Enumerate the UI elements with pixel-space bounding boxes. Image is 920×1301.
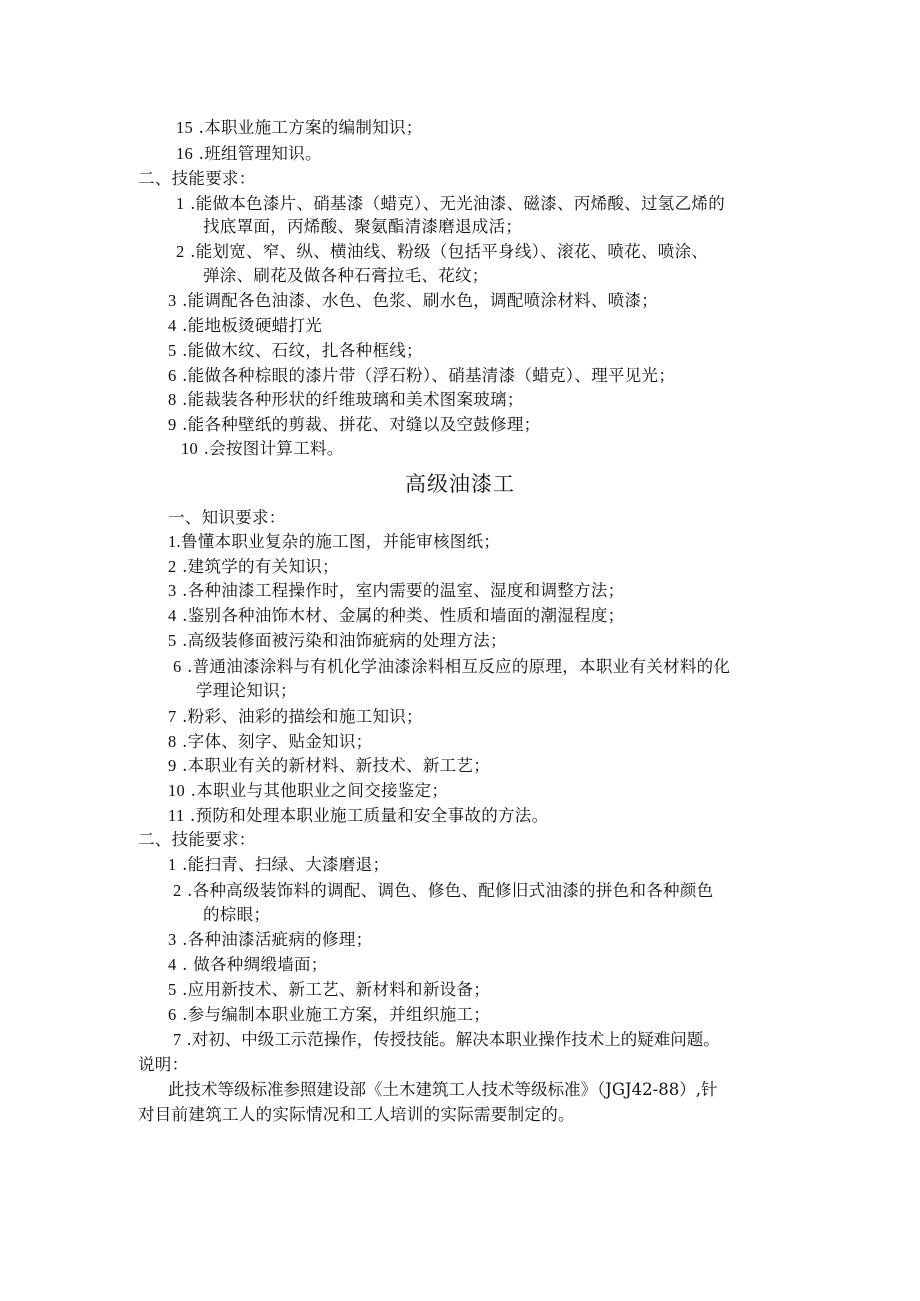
knowledge-item-2: 2 .建筑学的有关知识； — [168, 557, 339, 576]
skill-item-2: 2 .能划宽、窄、纵、横油线、粉级（包括平身线）、滚花、喷花、喷涂、 — [176, 242, 709, 261]
note-heading: 说明： — [138, 1055, 189, 1074]
skill-item-9: 9 .能各种壁纸的剪裁、拼花、对缝以及空鼓修理； — [168, 415, 541, 434]
skill-item-2-cont: 弹涂、刷花及做各种石膏拉毛、花纹； — [203, 266, 489, 285]
skill-item-8: 8 .能裁装各种形状的纤维玻璃和美术图案玻璃； — [168, 390, 524, 409]
knowledge-item-15: 15 .本职业施工方案的编制知识； — [176, 118, 423, 137]
skill-item-3: 3 .能调配各色油漆、水色、色浆、刷水色，调配喷涂材料、喷漆； — [168, 291, 659, 310]
advanced-skill-7: 7 .对初、中级工示范操作，传授技能。解决本职业操作技术上的疑难问题。 — [173, 1030, 720, 1049]
knowledge-item-8: 8 .字体、刻字、贴金知识； — [168, 732, 373, 751]
skills-heading: 二、技能要求： — [138, 169, 256, 188]
knowledge-item-7: 7 .粉彩、油彩的描绘和施工知识； — [168, 707, 423, 726]
advanced-skill-2-cont: 的棕眼； — [203, 905, 271, 924]
skills-heading-2: 二、技能要求： — [138, 830, 256, 849]
skill-item-10: 10 .会按图计算工料。 — [181, 439, 344, 458]
section-title: 高级油漆工 — [405, 472, 515, 496]
note-line-2: 对目前建筑工人的实际情况和工人培训的实际需要制定的。 — [138, 1105, 575, 1124]
knowledge-item-9: 9 .本职业有关的新材料、新技术、新工艺； — [168, 756, 491, 775]
advanced-skill-1: 1 .能扫青、扫绿、大漆磨退； — [168, 855, 390, 874]
skill-item-1-cont: 找底罩面，丙烯酸、聚氨酯清漆磨退成活； — [203, 217, 523, 236]
knowledge-item-3: 3 .各种油漆工程操作时，室内需要的温室、湿度和调整方法； — [168, 581, 625, 600]
note-line-1: 此技术等级标准参照建设部《土木建筑工人技术等级标准》（JGJ42-88）,针 — [168, 1080, 718, 1099]
skill-item-4: 4 .能地板烫硬蜡打光 — [168, 316, 323, 335]
knowledge-item-6: 6 .普通油漆涂料与有机化学油漆涂料相互反应的原理，本职业有关材料的化 — [173, 657, 731, 676]
skill-item-5: 5 .能做木纹、石纹，扎各种框线； — [168, 341, 423, 360]
knowledge-item-11: 11 .预防和处理本职业施工质量和安全事故的方法。 — [168, 806, 549, 825]
skill-item-6: 6 .能做各种棕眼的漆片带（浮石粉）、硝基清漆（蜡克）、理平见光； — [168, 366, 676, 385]
advanced-skill-3: 3 .各种油漆活疵病的修理； — [168, 930, 373, 949]
knowledge-item-1: 1.鲁懂本职业复杂的施工图，并能审核图纸； — [168, 532, 501, 551]
advanced-skill-5: 5 .应用新技术、新工艺、新材料和新设备； — [168, 980, 491, 999]
skill-item-1: 1 .能做本色漆片、硝基漆（蜡克）、无光油漆、磁漆、丙烯酸、过氢乙烯的 — [176, 194, 726, 213]
advanced-skill-4: 4 . 做各种绸缎墙面； — [168, 955, 328, 974]
knowledge-heading: 一、知识要求： — [168, 508, 286, 527]
knowledge-item-5: 5 .高级装修面被污染和油饰疵病的处理方法； — [168, 631, 507, 650]
knowledge-item-4: 4 .鉴别各种油饰木材、金属的种类、性质和墙面的潮湿程度； — [168, 606, 625, 625]
advanced-skill-2: 2 .各种高级装饰料的调配、调色、修色、配修旧式油漆的拼色和各种颜色 — [173, 881, 714, 900]
advanced-skill-6: 6 .参与编制本职业施工方案，并组织施工； — [168, 1005, 491, 1024]
knowledge-item-6-cont: 学理论知识； — [196, 681, 297, 700]
knowledge-item-10: 10 .本职业与其他职业之间交接鉴定； — [168, 781, 449, 800]
knowledge-item-16: 16 .班组管理知识。 — [176, 144, 322, 163]
